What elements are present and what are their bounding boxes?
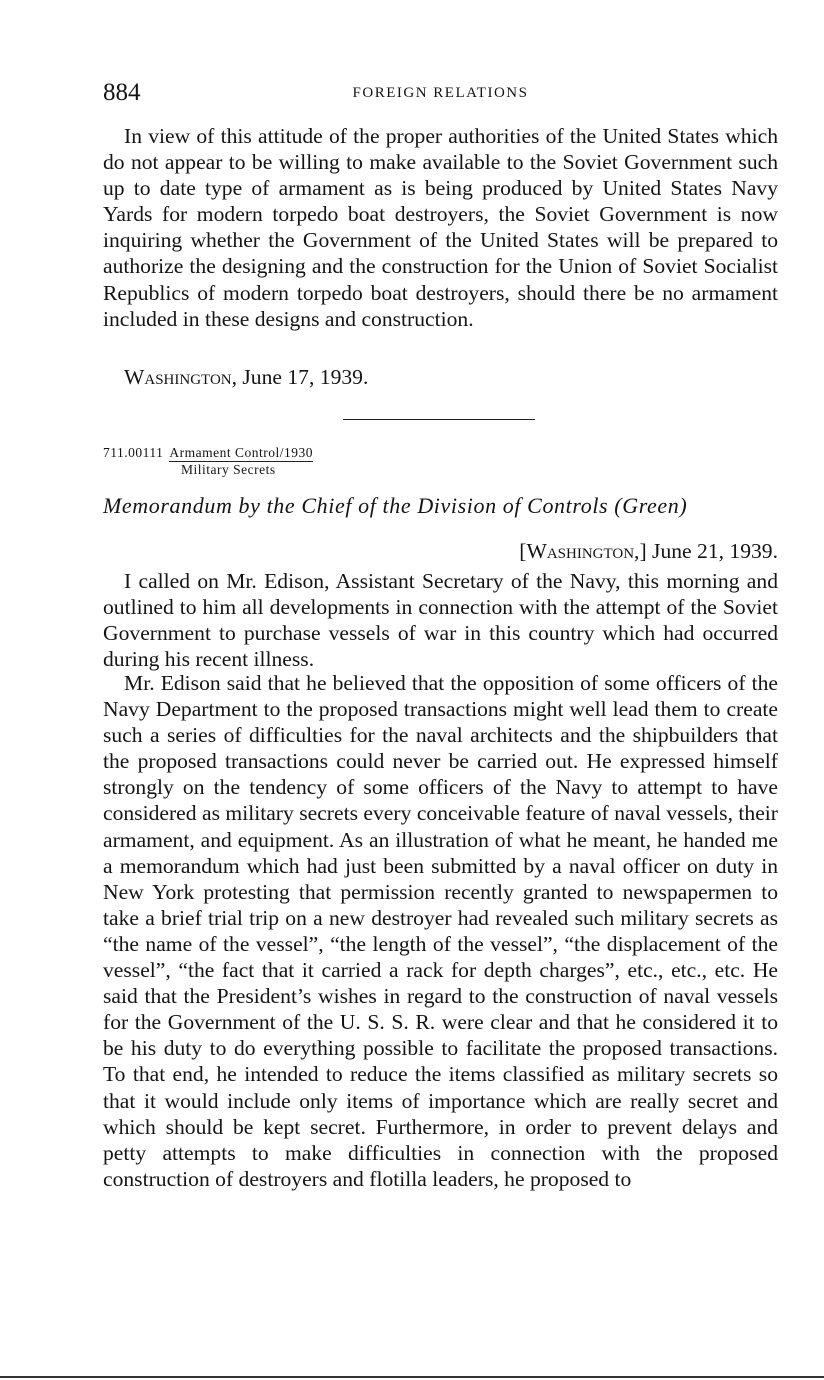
file-subject: Armament Control/1930 [169, 445, 313, 460]
sign-off-place: Washington [124, 365, 232, 389]
dateline-date: June 21, 1939. [646, 539, 778, 563]
dateline-place: Washington [526, 539, 635, 563]
body-paragraph-2 [103, 568, 778, 672]
dateline [519, 538, 778, 564]
body-paragraph-1 [103, 123, 778, 332]
running-head: FOREIGN RELATIONS [352, 85, 529, 101]
section-divider [343, 419, 535, 420]
file-subheading: Military Secrets [181, 462, 276, 477]
paragraph-text: Mr. Edison said that he believed that the opposition of some officers of the Navy Department to the proposed transactions might well lead them to create such a series of difficulties for the naval architects and the shipbuilders that the proposed transactions could never be carried out. He expressed himself strongly on the tendency of some officers of the Navy to attempt to have considered as military secrets every conceivable feature of naval vessels, their armament, and equipment. As an illustration of what he meant, he handed me a memorandum which had just been submitted by a naval officer on duty in New York protesting that permission recently granted to newspapermen to take a brief trial trip on a new destroyer had revealed such military secrets as “the name of the vessel”, “the length of the vessel”, “the displacement of the vessel”, “the fact that it carried a rack for depth charges”, etc., etc., etc. He said that the President’s wishes in regard to the construction of naval vessels for the Government of the U. S. S. R. were clear and that he considered it to be his duty to do everything possible to facilitate the proposed transactions. To that end, he intended to reduce the items classified as military secrets so that it would include only items of importance which are really secret and which should be kept secret. Furthermore, in order to prevent delays and petty attempts to make difficulties in connection with the proposed construction of destroyers and flotilla leaders, he proposed to [103, 671, 778, 1191]
paragraph-text: I called on Mr. Edison, Assistant Secretary of the Navy, this morning and outlined to him all developments in connection with the attempt of the Soviet Government to purchase vessels of war in this country which had occurred during his recent illness. [103, 569, 778, 672]
sign-off-date: , June 17, 1939. [231, 365, 369, 389]
body-paragraph-3 [103, 670, 778, 1192]
dateline-close-bracket: ,] [634, 539, 647, 563]
sign-off-line [124, 364, 368, 390]
document-title: Memorandum by the Chief of the Division of Controls (Green) [103, 493, 688, 518]
dateline-open-bracket: [ [519, 539, 527, 563]
page-bottom-edge [0, 1376, 824, 1378]
file-reference [103, 445, 313, 462]
paragraph-text: In view of this attitude of the proper authorities of the United States which do not appear to be willing to make available to the Soviet Government such up to date type of armament as is being produced by United States Navy Yards for modern torpedo boat destroyers, the Soviet Government is now inquiring whether the Government of the United States will be prepared to authorize the designing and the construction for the Union of Soviet Socialist Republics of modern torpedo boat destroyers, should there be no armament included in these designs and construction. [103, 124, 778, 331]
file-number: 711.00111 [103, 445, 164, 460]
page-header [103, 78, 778, 112]
page-number: 884 [103, 79, 141, 106]
